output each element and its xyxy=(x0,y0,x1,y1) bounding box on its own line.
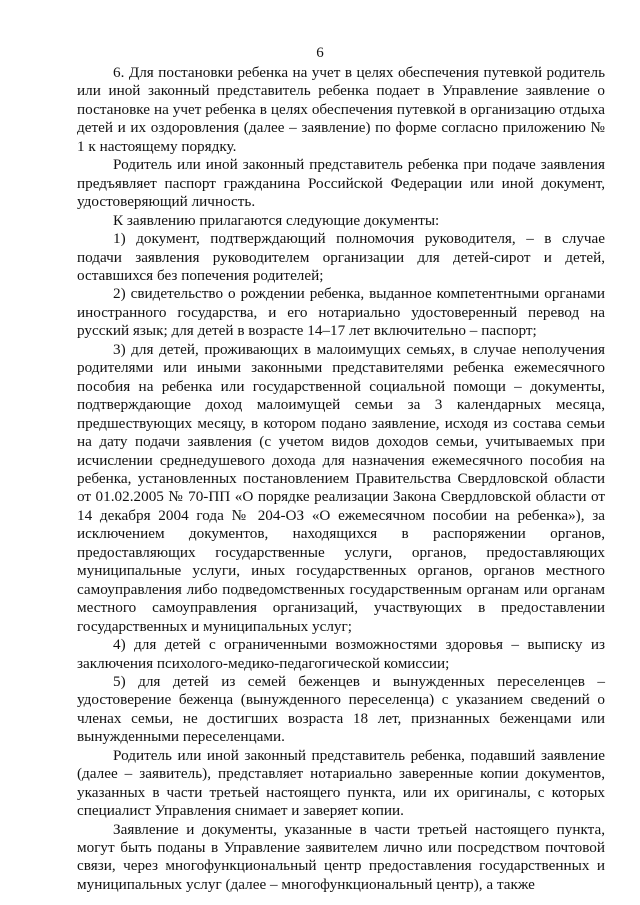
paragraph-attachments-intro: К заявлению прилагаются следующие документы: xyxy=(113,211,440,229)
list-item-5: 5) для детей из семей беженцев и вынужденных переселенцев – удостоверение беженца (вынужденного переселенца) с указанием сведений о членах семьи, не достигших возраста 18 лет, признанных беженцами или вынужденными переселенцами. xyxy=(77,672,605,746)
list-item-3: 3) для детей, проживающих в малоимущих семьях, в случае неполучения родителями или иными законными представителями ребенка ежемесячного пособия на ребенка или государственной социальной помощи – документы, подтверждающие доход малоимущей семьи за 3 календарных месяца, предшествующих месяцу, в котором подано заявление, исходя из состава семьи на дату подачи заявления (с учетом видов доходов семьи, учитываемых при исчислении среднедушевого дохода для назначения ежемесячного пособия на ребенка, установленных постановлением Правительства Свердловской области от 01.02.2005 № 70-ПП «О порядке реализации Закона Свердловской области от 14 декабря 2004 года № 204-ОЗ «О ежемесячном пособии на ребенка»), за исключением документов, находящихся в распоряжении органов, предоставляющих государственные услуги, органов, предоставляющих муниципальные услуги, иных государственных органов, органов местного самоуправления либо подведомственных государственным органам или органам местного самоуправления организаций, участвующих в предоставлении государственных и муниципальных услуг; xyxy=(77,340,605,635)
page-number: 6 xyxy=(316,45,324,61)
list-item-1: 1) документ, подтверждающий полномочия руководителя, – в случае подачи заявления руководителем организации для детей-сирот и детей, оставшихся без попечения родителей; xyxy=(77,230,605,284)
list-item-4: 4) для детей с ограниченными возможностями здоровья – выписку из заключения психолого-медико-педагогической комиссии; xyxy=(77,636,605,672)
paragraph-copies: Родитель или иной законный представитель ребенка, подавший заявление (далее – заявитель), представляет нотариально заверенные копии документов, указанных в части третьей настоящего пункта, или их оригиналы, с которых специалист Управления снимает и заверяет копии. xyxy=(77,746,605,820)
list-item-2: 2) свидетельство о рождении ребенка, выданное компетентными органами иностранного государства, и его нотариально удостоверенный перевод на русский язык; для детей в возрасте 14–17 лет включительно – паспорт; xyxy=(77,285,605,340)
paragraph-identity-document: Родитель или иной законный представитель ребенка при подаче заявления предъявляет паспорт гражданина Российской Федерации или иной документ, удостоверяющий личность. xyxy=(77,156,605,211)
paragraph-submission: Заявление и документы, указанные в части третьей настоящего пункта, могут быть поданы в Управление заявителем лично или посредством почтовой связи, через многофункциональный центр предоставления государственных и муниципальных услуг (далее – многофункциональный центр), а также xyxy=(77,820,605,893)
document-body xyxy=(77,64,605,894)
paragraph-item-6: 6. Для постановки ребенка на учет в целях обеспечения путевкой родитель или иной законный представитель ребенка подает в Управление заявление о постановке на учет ребенка в целях обеспечения путевкой в организацию отдыха детей и их оздоровления (далее – заявление) по форме согласно приложению № 1 к настоящему порядку. xyxy=(77,64,605,155)
